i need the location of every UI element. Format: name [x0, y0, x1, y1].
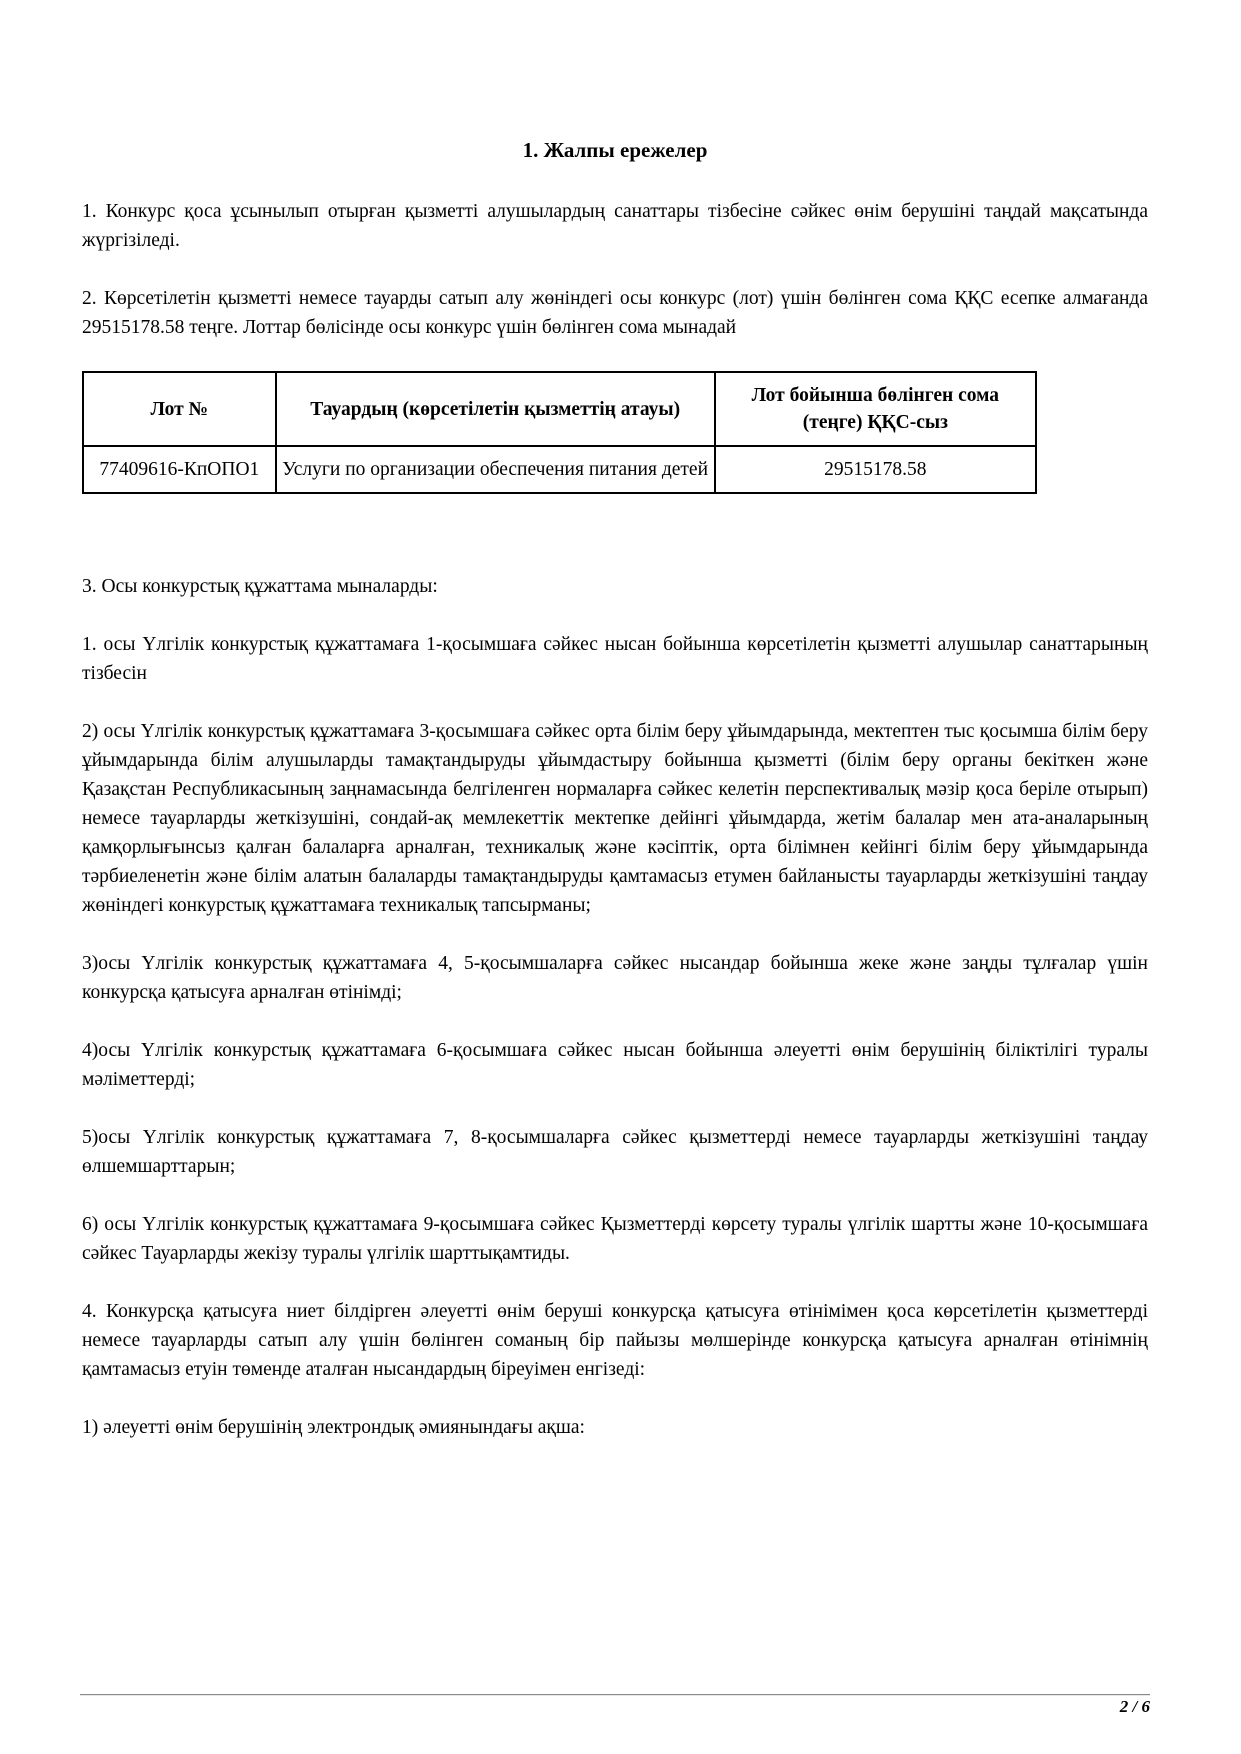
- page-footer: [80, 1694, 1150, 1717]
- paragraph-list-item-5: 5)осы Үлгілік конкурстық құжаттамаға 7, 8-қосымшаларға сәйкес қызметтерді немесе тауарларды жеткізушіні таңдау өлшемшарттарын;: [82, 1127, 1148, 1177]
- paragraph-list-item-2: 2) осы Үлгілік конкурстық құжаттамаға 3-қосымшаға сәйкес орта білім беру ұйымдарында, мектептен тыс қосымша білім беру ұйымдарында білім алушыларды тамақтандыруды ұйымдастыру бойынша қызметті (білім беру органы бекіткен және Қазақстан Республикасының заңнамасында белгіленген нормаларға сәйкес келетін перспективалық мәзір қоса беріле отырып) немесе тауарларды жеткізушіні, сондай-ақ мемлекеттік мектепке дейінгі ұйымдарда, жетім балалар мен ата-аналарының қамқорлығынсыз қалған балаларға арналған, техникалық және кәсіптік, орта білімнен кейінгі білім беру ұйымдарында тәрбиеленетін және білім алатын балаларды тамақтандыруды қамтамасыз етумен байланысты тауарларды жеткізушіні таңдау жөніндегі конкурстық құжаттамаға техникалық тапсырманы;: [82, 721, 1148, 916]
- paragraph-subitem-1: 1) әлеуетті өнім берушінің электрондық әмиянындағы ақша:: [82, 1417, 585, 1438]
- paragraph-list-item-1: 1. осы Үлгілік конкурстық құжаттамаға 1-қосымшаға сәйкес нысан бойынша көрсетілетін қызметті алушылар санаттарының тізбесін: [82, 634, 1148, 684]
- paragraph-3: 3. Осы конкурстық құжаттама мыналарды:: [82, 576, 438, 597]
- cell-allocated-sum: 29515178.58: [715, 446, 1036, 493]
- table-header-row: [83, 372, 1036, 446]
- paragraph-list-item-6: 6) осы Үлгілік конкурстық құжаттамаға 9-қосымшаға сәйкес Қызметтерді көрсету туралы үлгілік шартты және 10-қосымшаға сәйкес Тауарларды жекізу туралы үлгілік шарттықамтиды.: [82, 1214, 1148, 1264]
- paragraph-4: 4. Конкурсқа қатысуға ниет білдірген әлеуетті өнім беруші конкурсқа қатысуға өтінімімен қоса көрсетілетін қызметтерді немесе тауарларды сатып алу үшін бөлінген соманың бір пайызы мөлшерінде конкурсқа қатысуға арналған өтінімнің қамтамасыз етуін төменде аталған нысандардың біреуімен енгізеді:: [82, 1301, 1148, 1380]
- paragraph-1: 1. Конкурс қоса ұсынылып отырған қызметті алушылардың санаттары тізбесіне сәйкес өнім берушіні таңдай мақсатында жүргізіледі.: [82, 201, 1148, 251]
- paragraph-2: 2. Көрсетілетін қызметті немесе тауарды сатып алу жөніндегі осы конкурс (лот) үшін бөлінген сома ҚҚС есепке алмағанда 29515178.58 теңге. Лоттар бөлісінде осы конкурс үшін бөлінген сома мынадай: [82, 288, 1148, 338]
- paragraph-list-item-3: 3)осы Үлгілік конкурстық құжаттамаға 4, 5-қосымшаларға сәйкес нысандар бойынша жеке және заңды тұлғалар үшін конкурсқа қатысуға арналған өтінімді;: [82, 953, 1148, 1003]
- column-header-allocated-sum: Лот бойынша бөлінген сома (теңге) ҚҚС-сыз: [715, 372, 1036, 446]
- paragraph-list-item-4: 4)осы Үлгілік конкурстық құжаттамаға 6-қосымшаға сәйкес нысан бойынша әлеуетті өнім берушінің біліктілігі туралы мәліметтерді;: [82, 1040, 1148, 1090]
- cell-item-name: Услуги по организации обеспечения питания детей: [276, 446, 715, 493]
- table-row: [83, 446, 1036, 493]
- page-number: 2 / 6: [1119, 1697, 1150, 1716]
- cell-lot-number: 77409616-КпОПО1: [83, 446, 276, 493]
- column-header-item-name: Тауардың (көрсетілетін қызметтің атауы): [276, 372, 715, 446]
- column-header-lot-number: Лот №: [83, 372, 276, 446]
- section-title: 1. Жалпы ережелер: [522, 138, 708, 162]
- lots-table: [82, 371, 1037, 494]
